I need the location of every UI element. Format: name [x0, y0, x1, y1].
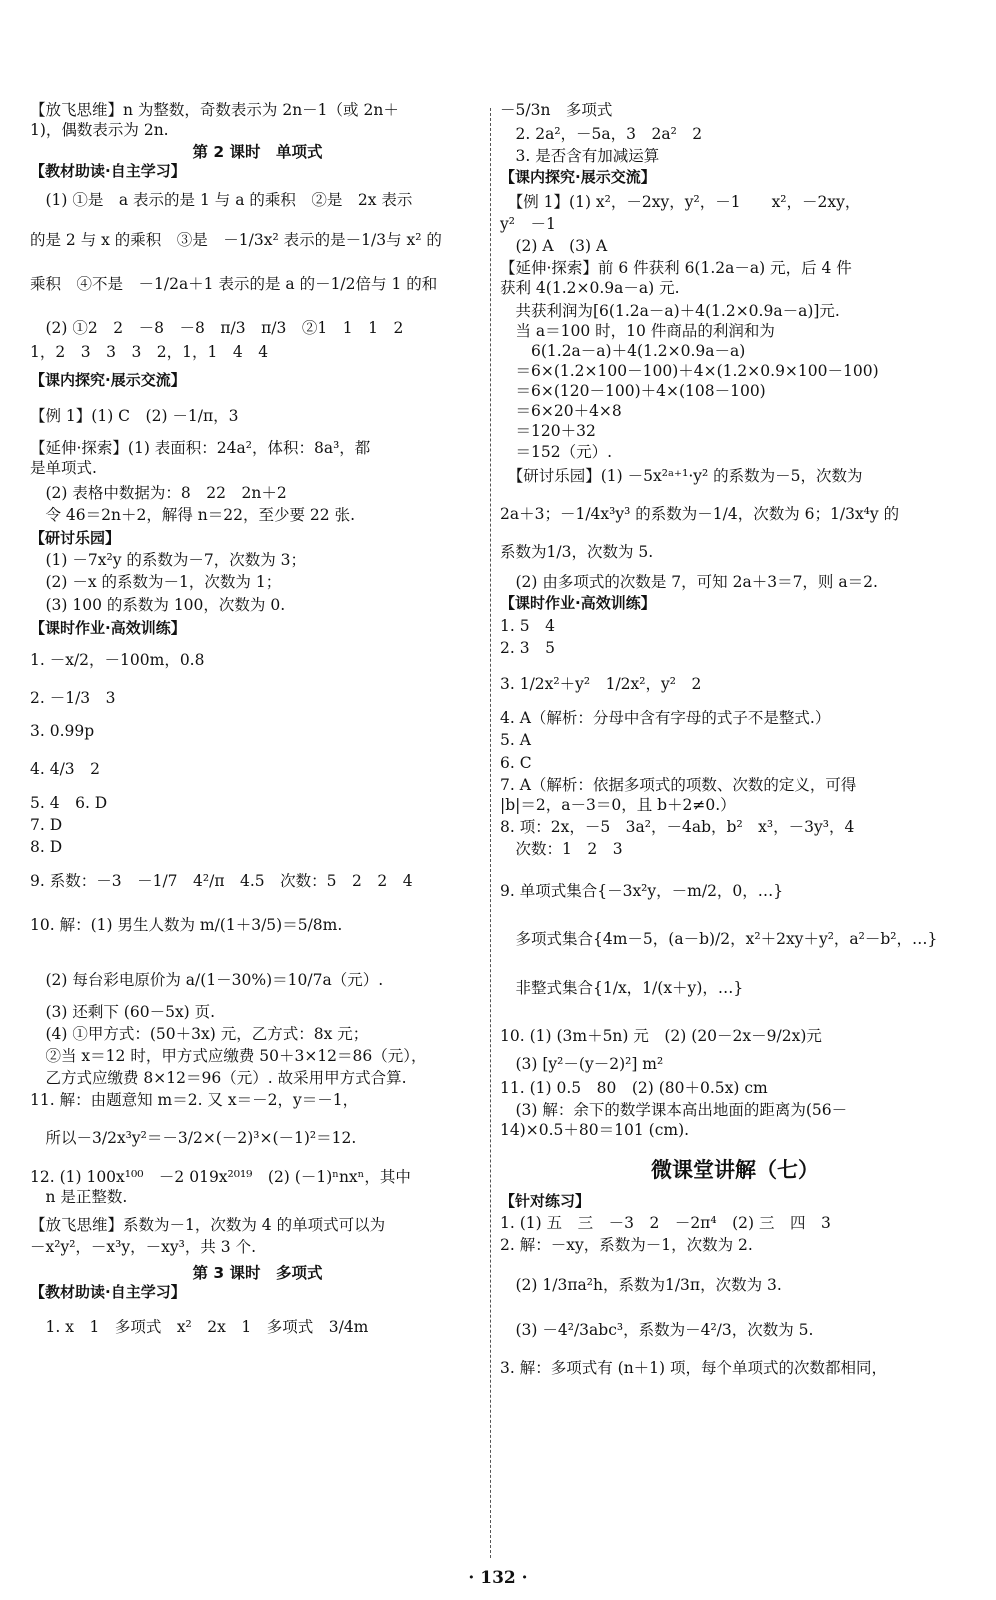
text-line: 共获利润为[6(1.2a－a)＋4(1.2×0.9a－a)]元.: [500, 301, 840, 320]
text-line: (3) 100 的系数为 100，次数为 0.: [30, 595, 286, 614]
text-line: (2) A (3) A: [500, 237, 608, 256]
text-line: 2. －1/3 3: [30, 689, 116, 708]
text-line: 9. 单项式集合{－3x²y，－m/2，0，…}: [500, 882, 784, 901]
text-line: 12. (1) 100x¹⁰⁰ －2 019x²⁰¹⁹ (2) (－1)ⁿnxⁿ，其中: [30, 1167, 411, 1186]
text-line: 获利 4(1.2×0.9a－a) 元.: [500, 279, 680, 298]
text-line: 乙方式应缴费 8×12＝96（元）. 故采用甲方式合算.: [30, 1069, 407, 1088]
text-line: 5. 4 6. D: [30, 793, 108, 812]
text-line: 【例 1】(1) C (2) －1/π，3: [30, 407, 239, 426]
text-line: 2. 2a²，－5a，3 2a² 2: [500, 125, 703, 144]
text-line: 3. 解：多项式有 (n＋1) 项，每个单项式的次数都相同，: [500, 1358, 888, 1377]
text-line: 6(1.2a－a)＋4(1.2×0.9a－a): [500, 341, 746, 360]
text-line: 系数为1/3，次数为 5.: [500, 543, 654, 562]
text-line: 第 3 课时 多项式: [192, 1264, 323, 1283]
text-line: －5/3n 多项式: [500, 101, 613, 119]
text-line: 令 46＝2n＋2，解得 n＝22，至少要 22 张.: [30, 505, 355, 524]
text-line: 2. 解：－xy，系数为－1，次数为 2.: [500, 1236, 753, 1255]
text-line: 2a＋3；－1/4x³y³ 的系数为－1/4，次数为 6；1/3x⁴y 的: [500, 504, 900, 523]
text-line: 3. 1/2x²＋y² 1/2x²，y² 2: [500, 675, 702, 694]
text-line: 【课内探究·展示交流】: [30, 370, 186, 389]
text-line: 11. 解：由题意知 m＝2. 又 x＝－2，y＝－1，: [30, 1091, 359, 1110]
text-line: 8. 项：2x，－5 3a²，－4ab，b² x³，－3y³，4: [500, 817, 855, 836]
text-line: 的是 2 与 x 的乘积 ③是 －1/3x² 表示的是－1/3与 x² 的: [30, 231, 442, 250]
text-line: 6. C: [500, 753, 532, 772]
text-line: n 是正整数.: [30, 1187, 128, 1206]
text-line: 多项式集合{4m－5，(a－b)/2，x²＋2xy＋y²，a²－b²，…}: [500, 930, 938, 949]
text-line: 3. 0.99p: [30, 721, 95, 740]
text-line: 【教材助读·自主学习】: [30, 1283, 186, 1302]
text-line: 【课时作业·高效训练】: [500, 594, 656, 613]
text-line: 【延伸·探索】(1) 表面积：24a²，体积：8a³，都: [30, 439, 371, 458]
text-line: 1. x 1 多项式 x² 2x 1 多项式 3/4m: [30, 1317, 369, 1336]
text-line: (3) －4²/3abc³，系数为－4²/3，次数为 5.: [500, 1320, 814, 1339]
text-line: 当 a＝100 时，10 件商品的利润和为: [500, 321, 775, 340]
text-line: 【课时作业·高效训练】: [30, 618, 186, 637]
text-line: 7. A（解析：依据多项式的项数、次数的定义，可得: [500, 775, 857, 794]
text-line: 8. D: [30, 838, 63, 857]
text-line: (3) 还剩下 (60－5x) 页.: [30, 1002, 216, 1021]
text-line: 【放飞思维】n 为整数，奇数表示为 2n－1（或 2n＋: [30, 101, 399, 119]
text-line: 14)×0.5＋80＝101 (cm).: [500, 1121, 690, 1140]
text-line: (2) 表格中数据为：8 22 2n＋2: [30, 483, 287, 502]
text-line: 11. (1) 0.5 80 (2) (80＋0.5x) cm: [500, 1078, 768, 1097]
text-line: 4. 4/3 2: [30, 759, 101, 778]
text-line: 【针对练习】: [500, 1191, 591, 1210]
text-line: 5. A: [500, 731, 531, 750]
text-line: (1) ①是 a 表示的是 1 与 a 的乘积 ②是 2x 表示: [30, 190, 413, 209]
text-line: 1. 5 4: [500, 616, 555, 635]
text-line: ＝120＋32: [500, 422, 596, 441]
text-line: 微课堂讲解（七）: [651, 1157, 819, 1183]
text-line: (2) －x 的系数为－1，次数为 1；: [30, 573, 282, 592]
text-line: ②当 x＝12 时，甲方式应缴费 50＋3×12＝86（元），: [30, 1046, 427, 1065]
text-line: 【放飞思维】系数为－1，次数为 4 的单项式可以为: [30, 1215, 386, 1234]
text-line: 是单项式.: [30, 459, 97, 478]
right-column: [500, 100, 970, 1378]
text-line: (2) 每台彩电原价为 a/(1－30%)＝10/7a（元）.: [30, 970, 384, 989]
text-line: y² －1: [500, 215, 556, 234]
text-line: 2. 3 5: [500, 638, 555, 657]
text-line: 【教材助读·自主学习】: [30, 162, 186, 181]
text-line: 非整式集合{1/x，1/(x＋y)，…}: [500, 978, 744, 997]
text-line: 1. (1) 五 三 －3 2 －2π⁴ (2) 三 四 3: [500, 1214, 831, 1233]
text-line: (4) ①甲方式：(50＋3x) 元，乙方式：8x 元；: [30, 1024, 369, 1043]
text-line: 1. －x/2，－100m，0.8: [30, 651, 205, 670]
text-line: (3) 解：余下的数学课本高出地面的距离为(56－: [500, 1101, 848, 1120]
text-line: 1)，偶数表示为 2n.: [30, 121, 169, 140]
text-line: (2) ①2 2 －8 －8 π/3 π/3 ②1 1 1 2: [30, 319, 404, 338]
page-number: · 132 ·: [468, 1568, 528, 1588]
text-line: ＝6×(1.2×100－100)＋4×(1.2×0.9×100－100): [500, 362, 879, 381]
text-line: 1，2 3 3 3 2，1，1 4 4: [30, 343, 269, 362]
text-line: (2) 1/3πa²h，系数为1/3π，次数为 3.: [500, 1276, 782, 1295]
text-line: 乘积 ④不是 －1/2a＋1 表示的是 a 的－1/2倍与 1 的和: [30, 275, 438, 294]
text-line: －x²y²，－x³y，－xy³，共 3 个.: [30, 1237, 256, 1256]
text-line: ＝152（元）.: [500, 442, 613, 461]
text-line: 7. D: [30, 815, 63, 834]
text-line: (2) 由多项式的次数是 7，可知 2a＋3＝7，则 a＝2.: [500, 573, 878, 592]
text-line: 【研讨乐园】(1) －5x²ᵃ⁺¹·y² 的系数为－5，次数为: [500, 466, 863, 485]
text-line: 9. 系数：－3 －1/7 4²/π 4.5 次数：5 2 2 4: [30, 872, 413, 891]
text-line: 所以－3/2x³y²＝－3/2×(－2)³×(－1)²＝12.: [30, 1129, 357, 1148]
text-line: 4. A（解析：分母中含有字母的式子不是整式.）: [500, 709, 831, 728]
text-line: 【课内探究·展示交流】: [500, 168, 656, 187]
left-column: [30, 100, 485, 1337]
text-line: 第 2 课时 单项式: [192, 143, 323, 162]
text-line: (1) －7x²y 的系数为－7，次数为 3；: [30, 551, 307, 570]
text-line: ＝6×20＋4×8: [500, 402, 622, 421]
text-line: (3) [y²－(y－2)²] m²: [500, 1054, 664, 1073]
text-line: 次数：1 2 3: [500, 840, 623, 859]
text-line: 3. 是否含有加减运算: [500, 147, 660, 166]
text-line: 【研讨乐园】: [30, 528, 121, 547]
text-line: |b|＝2，a－3＝0，且 b＋2≠0.）: [500, 795, 736, 814]
text-line: 10. (1) (3m＋5n) 元 (2) (20－2x－9/2x)元: [500, 1026, 822, 1045]
text-line: ＝6×(120－100)＋4×(108－100): [500, 382, 766, 401]
column-divider: [490, 108, 491, 1558]
text-line: 【例 1】(1) x²，－2xy，y²，－1 x²，－2xy，: [500, 192, 861, 211]
text-line: 10. 解：(1) 男生人数为 m/(1＋3/5)＝5/8m.: [30, 916, 343, 935]
text-line: 【延伸·探索】前 6 件获利 6(1.2a－a) 元，后 4 件: [500, 259, 852, 278]
